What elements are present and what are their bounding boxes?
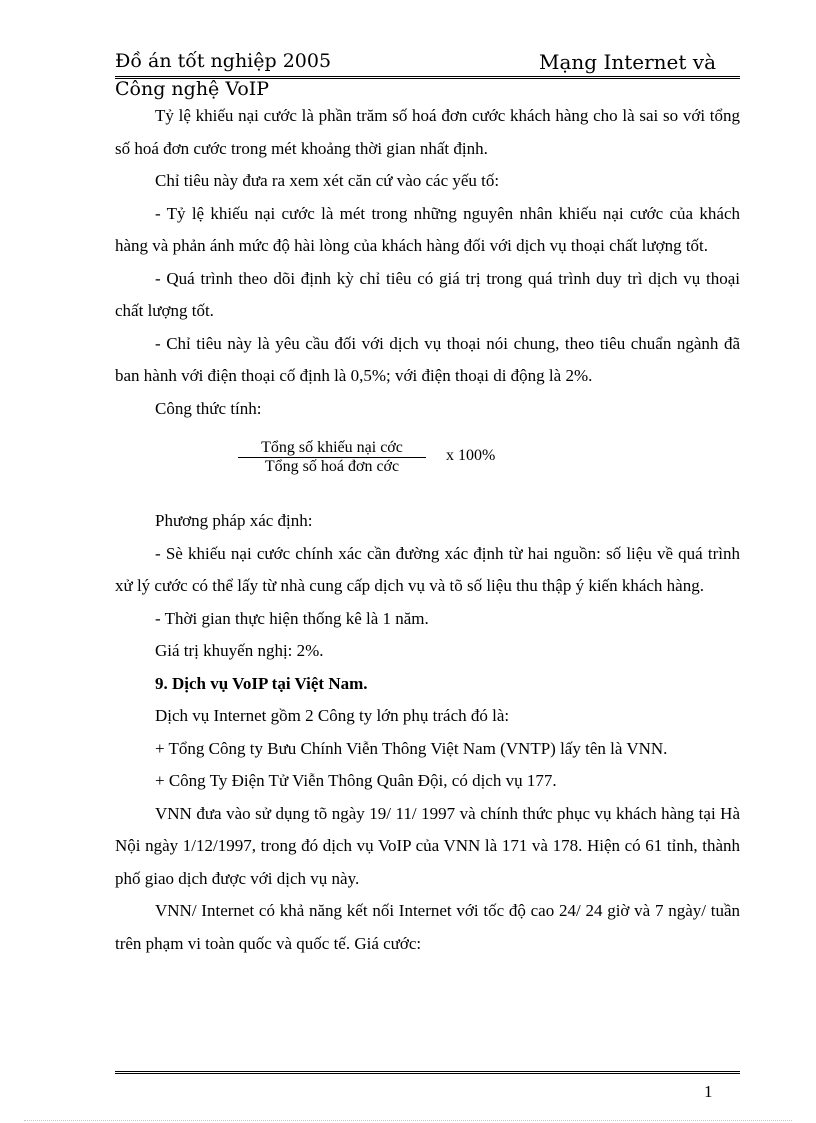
paragraph: Tỷ lệ khiếu nại cước là phần trăm số hoá đơn cước khách hàng cho là sai so với tổng số hoá đơn cước trong mét khoảng thời gian nhất định. [115,106,740,158]
paragraph: - Thời gian thực hiện thống kê là 1 năm. [155,608,429,628]
paragraph: Công thức tính: [155,398,262,418]
page-edge-divider [24,1120,792,1121]
paragraph: VNN đưa vào sử dụng tõ ngày 19/ 11/ 1997 và chính thức phục vụ khách hàng tại Hà Nội ngày 1/12/1997, trong đó dịch vụ VoIP của VNN là 171 và 178. Hiện có 61 tỉnh, thành phố giao dịch được với dịch vụ này. [115,803,740,888]
formula-multiplier: x 100% [446,447,496,464]
paragraph: Dịch vụ Internet gồm 2 Công ty lớn phụ trách đó là: [155,706,510,725]
section-heading: 9. Dịch vụ VoIP tại Việt Nam. [155,673,368,693]
paragraph: - Tỷ lệ khiếu nại cước là mét trong những nguyên nhân khiếu nại cước của khách hàng và phản ánh mức độ hài lòng của khách hàng đối với dịch vụ thoại chất lượng tốt. [115,203,740,255]
formula-denominator: Tổng số hoá đơn cớc [264,458,400,475]
paragraph: - Sè khiếu nại cước chính xác cần đường xác định từ hai nguồn: số liệu về quá trình xử lý cước có thể lấy từ nhà cung cấp dịch vụ và tõ số liệu thu thập ý kiến khách hàng. [115,543,740,595]
formula-fraction [238,439,426,476]
paragraph: VNN/ Internet có khả năng kết nối Internet với tốc độ cao 24/ 24 giờ và 7 ngày/ tuần trên phạm vi toàn quốc và quốc tế. Giá cước: [115,901,740,953]
formula-numerator: Tổng số khiếu nại cớc [238,439,426,458]
formula [115,433,740,485]
paragraph: - Chỉ tiêu này là yêu cầu đối với dịch vụ thoại nói chung, theo tiêu chuẩn ngành đã ban hành với điện thoại cố định là 0,5%; với điện thoại di động là 2%. [115,333,740,385]
paragraph: + Tổng Công ty Bưu Chính Viễn Thông Việt Nam (VNTP) lấy tên là VNN. [155,738,668,758]
header-title-right: Mạng Internet và [539,50,716,74]
paragraph: Phương pháp xác định: [155,511,313,530]
header-title-left: Đồ án tốt nghiệp 2005 [115,50,332,72]
paragraph: - Quá trình theo dõi định kỳ chỉ tiêu có giá trị trong quá trình duy trì dịch vụ thoại chất lượng tốt. [115,268,740,320]
header-title-continuation: Công nghệ VoIP [115,78,270,100]
page-number: 1 [704,1082,713,1101]
paragraph: Chỉ tiêu này đưa ra xem xét căn cứ vào các yếu tố: [155,171,500,190]
document-body [115,100,740,960]
footer-rule [115,1071,740,1074]
paragraph: + Công Ty Điện Tử Viễn Thông Quân Đội, có dịch vụ 177. [155,771,557,790]
paragraph: Giá trị khuyến nghị: 2%. [155,641,324,660]
